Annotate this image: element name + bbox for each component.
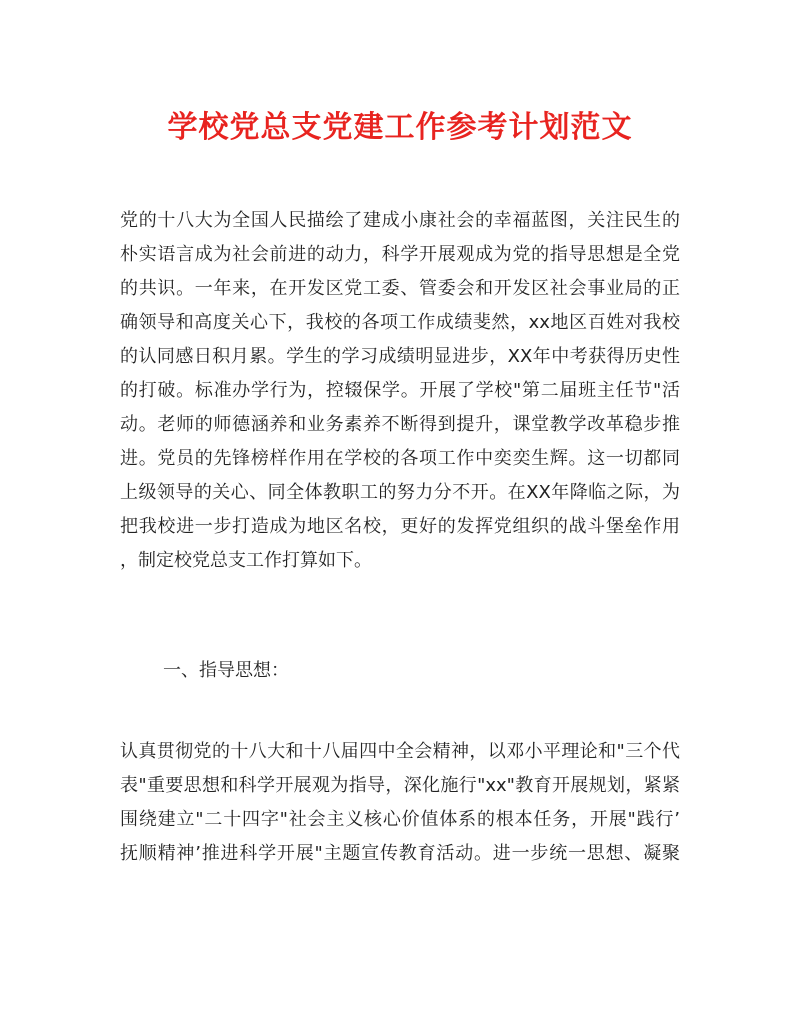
paragraph-line: 动。老师的师德涵养和业务素养不断得到提升，课堂教学改革稳步推: [120, 414, 680, 435]
paragraph-line: 的认同感日积月累。学生的学习成绩明显进步，XX年中考获得历史性: [120, 346, 680, 367]
paragraph-line: 抚顺精神’推进科学开展"主题宣传教育活动。进一步统一思想、凝聚: [120, 843, 680, 864]
paragraph-line: 进。党员的先锋榜样作用在学校的各项工作中奕奕生辉。这一切都同: [120, 448, 680, 469]
section-heading: 一、指导思想：: [163, 660, 289, 681]
intro-paragraph: [120, 204, 680, 578]
paragraph-line: 上级领导的关心、同全体教职工的努力分不开。在XX年降临之际，为: [120, 482, 680, 503]
guidance-paragraph: [120, 735, 680, 871]
paragraph-line: 朴实语言成为社会前进的动力，科学开展观成为党的指导思想是全党: [120, 244, 680, 265]
paragraph-line: ，制定校党总支工作打算如下。: [120, 550, 372, 571]
paragraph-line: 确领导和高度关心下，我校的各项工作成绩斐然，xx地区百姓对我校: [120, 312, 680, 333]
paragraph-line: 的打破。标准办学行为，控辍保学。开展了学校"第二届班主任节"活: [120, 380, 680, 401]
paragraph-line: 表"重要思想和科学开展观为指导，深化施行"xx"教育开展规划，紧紧: [120, 775, 680, 796]
paragraph-line: 认真贯彻党的十八大和十八届四中全会精神，以邓小平理论和"三个代: [120, 741, 680, 762]
paragraph-line: 把我校进一步打造成为地区名校，更好的发挥党组织的战斗堡垒作用: [120, 516, 680, 537]
paragraph-line: 党的十八大为全国人民描绘了建成小康社会的幸福蓝图，关注民生的: [120, 210, 680, 231]
paragraph-line: 围绕建立"二十四字"社会主义核心价值体系的根本任务，开展"践行’: [120, 809, 680, 830]
paragraph-line: 的共识。一年来，在开发区党工委、管委会和开发区社会事业局的正: [120, 278, 680, 299]
document-title: 学校党总支党建工作参考计划范文: [167, 110, 633, 145]
